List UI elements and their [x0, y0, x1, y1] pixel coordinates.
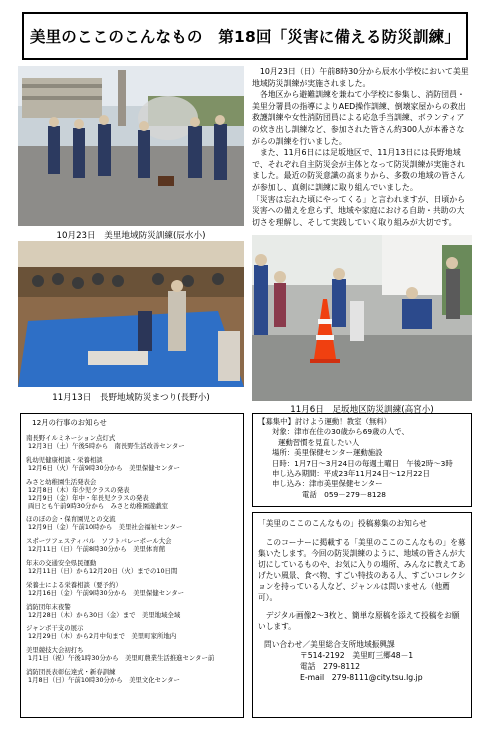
article-paragraph: 10月23日（日）午前8時30分から辰水小学校において美里地域防災訓練が実施されました。: [252, 67, 469, 88]
event-item: [26, 668, 238, 684]
event-detail: 12月9日（金）午前10時から 美里社会福祉センター: [28, 523, 183, 532]
article-paragraph: また、11月6日には足坂地区で、11月13日には長野地域で、それぞれ自主防災会が主体となって防災訓練が実施されました。最近の防災意識の高まりから、多数の地域の皆さんが参加し、真剣に訓練に取り組んでいました。: [252, 148, 466, 192]
event-item: [26, 581, 238, 597]
event-title: 消防団長表彰伝達式・新春訓練: [26, 667, 116, 676]
article-paragraph: 「災害は忘れた頃にやってくる」と言われますが、日頃から災害への備えを怠らず、地域や家庭における自助・共助の大切さを理解し、そして実践していく取り組みが大切です。: [252, 194, 466, 227]
events-box: [20, 413, 244, 718]
event-item: [26, 603, 238, 619]
event-item: [26, 624, 238, 640]
event-title: 南長野イルミネーション点灯式: [26, 434, 116, 442]
contact-address: 〒514-2192 美里町三郷48－1: [300, 651, 414, 660]
recruit-phone: 電話 059－279－8128: [302, 489, 386, 499]
notice-box: [252, 512, 472, 718]
contact-info: [264, 639, 466, 683]
event-item: [26, 478, 238, 510]
notice-title: 「美里のここのこんなもの」投稿募集のお知らせ: [258, 519, 427, 528]
events-header: 12月の行事のお知らせ: [32, 418, 107, 427]
event-detail: 12月6日（火）午前9時30分から 美里保健センター: [28, 463, 180, 472]
event-detail: 1月1日（祝）午後1時30分から 美里町農業生活推進センター前: [28, 654, 215, 663]
recruit-target: 対象：津市在住の30歳から69歳の人で、: [272, 427, 409, 437]
event-item: [26, 434, 238, 450]
event-title: ジャンボ干支の展示: [26, 624, 84, 633]
event-detail: 12月3日（土）午後5時から 南長野生活改善センター: [28, 442, 185, 450]
event-item: [26, 646, 238, 662]
article-body: [252, 66, 472, 228]
event-title: みさと幼稚園生活発表会: [26, 477, 97, 486]
event-title: 消防団年末夜警: [26, 602, 71, 611]
event-detail: 両日とも午前9時30分から みさと幼稚園遊戯室: [28, 501, 169, 510]
event-item: [26, 537, 238, 553]
photo-ashizaka-drill: [252, 235, 472, 401]
photo-caption-2: 11月13日 長野地域防災まつり(長野小): [52, 393, 210, 403]
page-title: 美里のここのこんなもの 第18回「災害に備える防災訓練」: [29, 28, 461, 46]
event-title: 栄養士による栄養相談（要予約）: [26, 580, 122, 589]
photo-nagano-festival: [18, 241, 244, 387]
event-item: [26, 559, 238, 575]
recruit-place: 場所：美里保健センター運動施設: [272, 448, 383, 458]
title-box: [22, 12, 468, 60]
event-item: [26, 515, 238, 531]
photo-misato-drill: [18, 66, 244, 226]
event-detail: 1月8日（日）午前10時30分から 美里文化センター: [28, 675, 180, 684]
contact-email: E-mail 279-8111@city.tsu.lg.jp: [300, 673, 423, 682]
event-detail: 12月11日（日）から12月20日（火）までの10日間: [28, 566, 178, 575]
event-title: スポーツフェスティバル ソフトバレーボール大会: [26, 537, 172, 546]
notice-paragraph: デジタル画像2～3枚と、簡単な原稿を添えて投稿をお願いします。: [258, 611, 460, 631]
event-detail: 12月29日（木）から2月中旬まで 美里町家所地内: [28, 632, 177, 641]
photo-caption-3: 11月6日 足坂地区防災訓練(高宮小): [290, 405, 434, 415]
event-title: 乳幼児健康相談・栄養相談: [26, 455, 103, 464]
photo-caption-1: 10月23日 美里地域防災訓練(辰水小): [56, 231, 206, 241]
event-detail: 12月11日（日）午前8時30分から 美里体育館: [28, 545, 166, 554]
event-item: [26, 456, 238, 472]
event-title: 年末の交通安全県民運動: [26, 558, 97, 567]
recruit-apply: 申し込み：津市美里保健センター: [272, 479, 383, 489]
recruit-period: 申し込み期間：平成23年11月24日～12月22日: [272, 469, 430, 479]
event-detail: 12月8日（木）年少児クラスの発表: [28, 485, 130, 494]
event-detail: 12月16日（金）午前9時30分から 美里保健センター: [28, 588, 185, 597]
contact-phone: 電話 279-8112: [300, 662, 361, 671]
notice-paragraph: このコーナーに掲載する「美里のここのこんなもの」を募集いたします。今回の防災訓練のように、地域の皆さんが大切にしているものや、お気に入りの場所、みんなに教えてあげたい風景、食べ物、すごい特技のある人、すごいコレクションを持っている人など、ジャンルは問いません（他薦可）。: [258, 538, 466, 602]
event-title: 美里競技大会初打ち: [26, 646, 84, 655]
recruit-target-cont: 運動習慣を見直したい人: [278, 437, 360, 447]
article-paragraph: 各地区から避難訓練を兼ねて小学校に参集し、消防団員・美里分署員の指導によりAED操作訓練、倒壊家屋からの救出救護訓練や女性消防団員による応急手当訓練、ボランティアの炊き出し訓練など、参加された皆さん約300人が本番さながらの訓練を行いました。: [252, 90, 466, 146]
contact-office: 問い合わせ／美里総合支所地域振興課: [264, 640, 395, 649]
event-detail: 12月28日（木）から30日（金）まで 美里地域全域: [28, 610, 181, 619]
recruit-schedule: 日時：1月7日～3月24日の毎週土曜日 午後2時～3時: [272, 458, 453, 468]
recruit-title: 【募集中】討けよう運動！教室（無料）: [258, 417, 392, 426]
recruit-box: [252, 413, 472, 507]
event-detail: 12月9日（金）年中・年長児クラスの発表: [28, 493, 149, 502]
event-title: ほのぼの会・保育園児との交流: [26, 515, 116, 524]
